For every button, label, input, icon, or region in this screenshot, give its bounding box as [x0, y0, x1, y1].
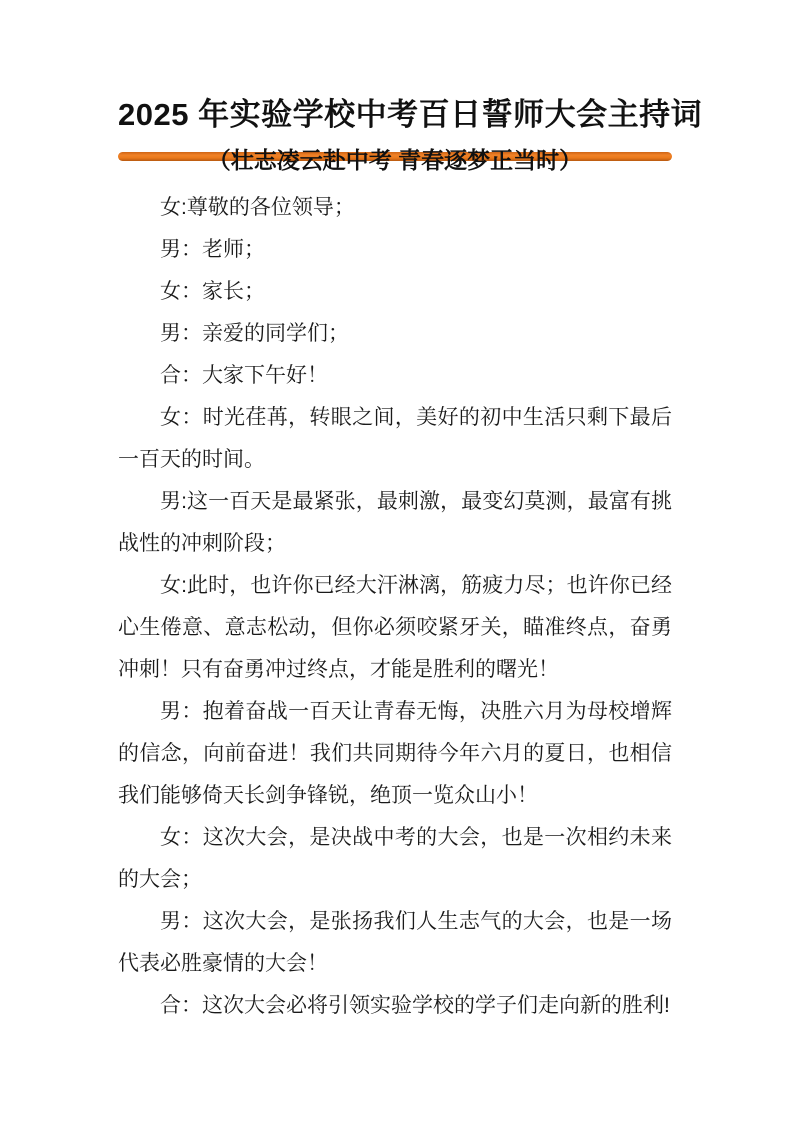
dialogue-paragraph: 女:此时，也许你已经大汗淋漓，筋疲力尽；也许你已经心生倦意、意志松动，但你必须咬紧牙关，瞄准终点，奋勇冲刺！只有奋勇冲过终点，才能是胜利的曙光！ [118, 574, 672, 681]
dialogue-paragraph: 女:尊敬的各位领导； [160, 196, 355, 219]
document-content [118, 0, 703, 1027]
dialogue-paragraph: 合：这次大会必将引领实验学校的学子们走向新的胜利! [160, 994, 670, 1017]
dialogue-paragraph: 男：这次大会，是张扬我们人生志气的大会，也是一场代表必胜豪情的大会！ [118, 910, 672, 975]
dialogue-paragraph: 男：老师； [160, 238, 265, 261]
subtitle-block [118, 136, 672, 184]
dialogue-paragraph: 女：时光荏苒，转眼之间，美好的初中生活只剩下最后一百天的时间。 [118, 406, 672, 471]
dialogue-paragraph: 男：抱着奋战一百天让青春无悔，决胜六月为母校增辉的信念，向前奋进！我们共同期待今年六月的夏日，也相信我们能够倚天长剑争锋锐，绝顶一览众山小！ [118, 700, 672, 807]
document-body [118, 187, 672, 1027]
dialogue-paragraph: 男：亲爱的同学们； [160, 322, 349, 345]
document-subtitle: （壮志凌云赴中考 青春逐梦正当时） [207, 147, 583, 173]
document-title: 2025 年实验学校中考百日誓师大会主持词 [118, 97, 703, 132]
dialogue-paragraph: 女：家长； [160, 280, 265, 303]
dialogue-paragraph: 男:这一百天是最紧张，最刺激，最变幻莫测，最富有挑战性的冲刺阶段； [118, 490, 672, 555]
dialogue-paragraph: 女：这次大会，是决战中考的大会，也是一次相约未来的大会； [118, 826, 672, 891]
dialogue-paragraph: 合：大家下午好！ [160, 364, 328, 387]
